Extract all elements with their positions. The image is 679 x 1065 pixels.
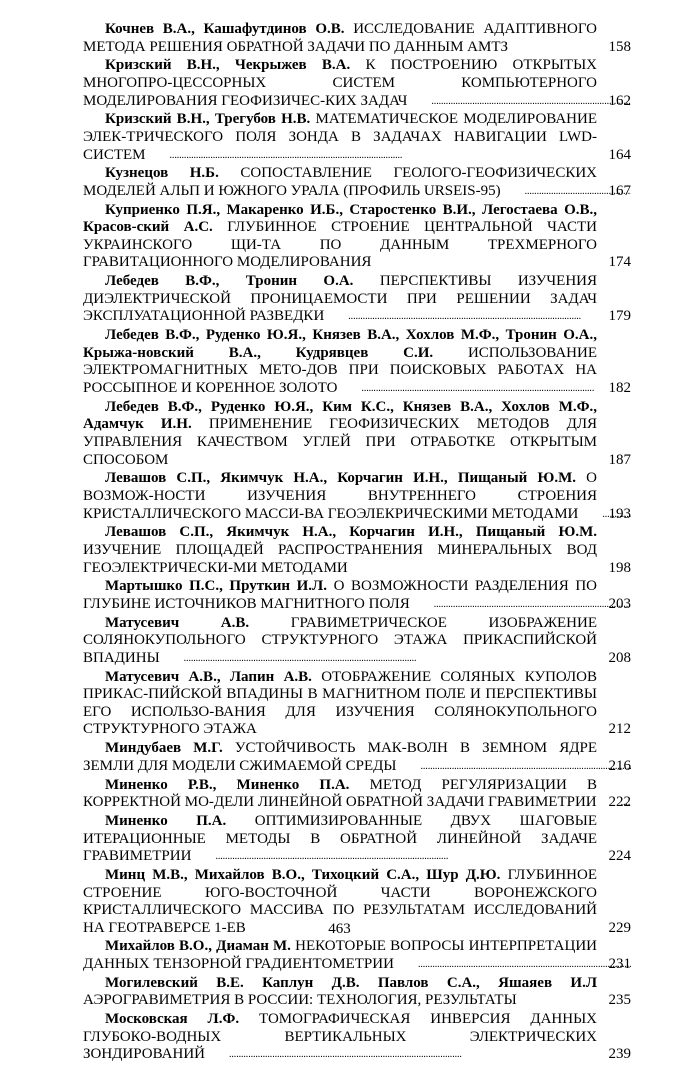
entry-page: 203	[608, 595, 631, 612]
entry-page: 235	[608, 992, 631, 1009]
table-of-contents	[83, 21, 631, 1065]
entry-page: 198	[608, 559, 631, 576]
entry-text	[83, 578, 631, 613]
page-number: 463	[328, 921, 351, 937]
entry-authors: Михайлов В.О., Диаман М.	[105, 938, 291, 955]
entry-title: ПЕРСПЕКТИВЫ ИЗУЧЕНИЯ ДИЭЛЕКТРИЧЕСКОЙ ПРОНИЦАЕМОСТИ ПРИ РЕШЕНИИ ЗАДАЧ ЭКСПЛУАТАЦИОННОЙ РАЗВЕДКИ	[83, 273, 597, 325]
entry-text	[83, 975, 631, 1010]
entry-title: МАТЕМАТИЧЕСКОЕ МОДЕЛИРОВАНИЕ ЭЛЕК-ТРИЧЕСКОГО ПОЛЯ ЗОНДА В ЗАДАЧАХ НАВИГАЦИИ LWD-СИСТЕМ	[83, 111, 597, 163]
entry-authors: Мартышко П.С., Пруткин И.Л.	[105, 578, 327, 595]
entry-title: МЕТОД РЕГУЛЯРИЗАЦИИ В КОРРЕКТНОЙ МО-ДЕЛИ ЛИНЕЙНОЙ ОБРАТНОЙ ЗАДАЧИ ГРАВИМЕТРИИ	[83, 776, 598, 811]
entry-text	[83, 524, 631, 577]
entry-authors: Могилевский В.Е. Каплун Д.В. Павлов С.А., Яшаяев И.Л	[105, 974, 597, 991]
entry-title: ТОМОГРАФИЧЕСКАЯ ИНВЕРСИЯ ДАННЫХ ГЛУБОКО-ВОДНЫХ ВЕРТИКАЛЬНЫХ ЭЛЕКТРИЧЕСКИХ ЗОНДИРОВАНИЙ	[83, 1011, 597, 1063]
entry-authors: Кризский В.Н., Чекрыжев В.А.	[105, 57, 351, 74]
entry-authors: Лебедев В.Ф., Руденко Ю.Я., Ким К.С., Князев В.А., Хохлов М.Ф., Адамчук И.Н.	[83, 398, 597, 433]
entry-page: 212	[608, 721, 631, 738]
entry-page: 167	[608, 182, 631, 199]
toc-entry	[83, 578, 631, 613]
entry-title: НЕКОТОРЫЕ ВОПРОСЫ ИНТЕРПРЕТАЦИИ ДАННЫХ ТЕНЗОРНОЙ ГРАДИЕНТОМЕТРИИ	[83, 938, 597, 973]
entry-title: АЭРОГРАВИМЕТРИЯ В РОССИИ: ТЕХНОЛОГИЯ, РЕЗУЛЬТАТЫ	[83, 992, 517, 1009]
entry-page: 216	[608, 757, 631, 774]
entry-text	[83, 111, 631, 164]
toc-entry	[83, 57, 631, 110]
entry-authors: Матусевич А.В.	[105, 614, 250, 631]
entry-text	[83, 938, 631, 973]
entry-page: 182	[608, 380, 631, 396]
entry-text	[83, 165, 631, 200]
entry-authors: Кузнецов Н.Б.	[105, 165, 219, 182]
entry-text	[83, 273, 631, 326]
entry-title: ГЛУБИННОЕ СТРОЕНИЕ ЦЕНТРАЛЬНОЙ ЧАСТИ УКРАИНСКОГО ЩИ-ТА ПО ДАННЫМ ТРЕХМЕРНОГО ГРАВИТАЦИОННОГО МОДЕЛИРОВАНИЯ	[83, 219, 597, 271]
entry-page: 187	[608, 451, 631, 468]
toc-entry	[83, 327, 631, 397]
entry-text	[83, 399, 631, 469]
entry-authors: Матусевич А.В., Лапин А.В.	[105, 668, 312, 685]
entry-page: 222	[608, 794, 631, 811]
entry-page: 158	[608, 38, 631, 55]
entry-page: 239	[608, 1046, 631, 1063]
entry-title: О ВОЗМОЖ-НОСТИ ИЗУЧЕНИЯ ВНУТРЕННЕГО СТРОЕНИЯ КРИСТАЛЛИЧЕСКОГО МАССИ-ВА ГЕОЭЛЕКРИЧЕСКИМИ МЕТОДАМИ	[83, 470, 597, 522]
entry-text	[83, 21, 631, 56]
entry-page: 179	[608, 308, 631, 325]
entry-text	[83, 615, 631, 668]
toc-entry	[83, 165, 631, 200]
entry-text	[83, 669, 631, 739]
entry-title: ГЛУБИННОЕ СТРОЕНИЕ ЮГО-ВОСТОЧНОЙ ЧАСТИ ВОРОНЕЖСКОГО КРИСТАЛЛИЧЕСКОГО МАССИВА ПО РЕЗУЛЬТАТАМ ИССЛЕДОВАНИЙ НА ГЕОТРАВЕРСЕ 1-ЕВ	[83, 866, 598, 936]
entry-title: УСТОЙЧИВОСТЬ МАК-ВОЛН В ЗЕМНОМ ЯДРЕ ЗЕМЛИ ДЛЯ МОДЕЛИ СЖИМАЕМОЙ СРЕДЫ	[83, 740, 598, 774]
toc-entry	[83, 615, 631, 668]
entry-title: ИСПОЛЬЗОВАНИЕ ЭЛЕКТРОМАГНИТНЫХ МЕТО-ДОВ ПРИ ПОИСКОВЫХ РАБОТАХ НА РОССЫПНОЕ И КОРЕННОЕ ЗОЛОТО	[83, 344, 597, 396]
entry-page: 162	[608, 92, 631, 109]
entry-authors: Московская Л.Ф.	[105, 1011, 240, 1028]
entry-title: СОПОСТАВЛЕНИЕ ГЕОЛОГО-ГЕОФИЗИЧЕСКИХ МОДЕЛЕЙ АЛЬП И ЮЖНОГО УРАЛА (ПРОФИЛЬ URSEIS-95)	[83, 165, 597, 199]
entry-authors: Минц М.В., Михайлов В.О., Тихоцкий С.А., Шур Д.Ю.	[105, 866, 501, 883]
entry-authors: Лебедев В.Ф., Руденко Ю.Я., Князев В.А., Хохлов М.Ф., Тронин О.А., Крыжа-новский В.А., Кудрявцев С.И.	[83, 327, 597, 361]
entry-title: К ПОСТРОЕНИЮ ОТКРЫТЫХ МНОГОПРО-ЦЕССОРНЫХ СИСТЕМ КОМПЬЮТЕРНОГО МОДЕЛИРОВАНИЯ ГЕОФИЗИЧЕС-КИХ ЗАДАЧ	[83, 57, 598, 109]
entry-text	[83, 470, 631, 523]
entry-title: ГРАВИМЕТРИЧЕСКОЕ ИЗОБРАЖЕНИЕ СОЛЯНОКУПОЛЬНОГО СТРУКТУРНОГО ЭТАЖА ПРИКАСПИЙСКОЙ ВПАДИНЫ	[83, 614, 598, 666]
entry-title: ПРИМЕНЕНИЕ ГЕОФИЗИЧЕСКИХ МЕТОДОВ ДЛЯ УПРАВЛЕНИЯ КАЧЕСТВОМ УГЛЕЙ ПРИ ОТРАБОТКЕ ОТКРЫТЫМ СПОСОБОМ	[83, 416, 598, 468]
entry-title: О ВОЗМОЖНОСТИ РАЗДЕЛЕНИЯ ПО ГЛУБИНЕ ИСТОЧНИКОВ МАГНИТНОГО ПОЛЯ	[83, 578, 597, 612]
entry-page: 174	[608, 254, 631, 271]
entry-page: 208	[608, 649, 631, 666]
toc-entry	[83, 202, 631, 272]
entry-text	[83, 740, 631, 775]
toc-entry	[83, 399, 631, 469]
entry-authors: Миненко Р.В., Миненко П.А.	[105, 776, 350, 793]
entry-page: 164	[608, 146, 631, 163]
entry-page: 193	[608, 505, 631, 522]
toc-entry	[83, 813, 631, 866]
toc-entry	[83, 777, 631, 812]
toc-entry	[83, 470, 631, 523]
entry-text	[83, 813, 631, 866]
toc-entry	[83, 273, 631, 326]
entry-page: 231	[608, 956, 631, 973]
entry-text	[83, 57, 631, 110]
entry-page: 224	[608, 848, 631, 865]
toc-entry	[83, 975, 631, 1010]
entry-authors: Лебедев В.Ф., Тронин О.А.	[105, 273, 354, 290]
toc-entry	[83, 21, 631, 56]
entry-title: ИЗУЧЕНИЕ ПЛОЩАДЕЙ РАСПРОСТРАНЕНИЯ МИНЕРАЛЬНЫХ ВОД ГЕОЭЛЕКТРИЧЕСКИ-МИ МЕТОДАМИ	[83, 541, 597, 576]
entry-title: ОТОБРАЖЕНИЕ СОЛЯНЫХ КУПОЛОВ ПРИКАС-ПИЙСКОЙ ВПАДИНЫ В МАГНИТНОМ ПОЛЕ И ПЕРСПЕКТИВЫ ЕГО ИСПОЛЬЗО-ВАНИЯ ДЛЯ ИЗУЧЕНИЯ СОЛЯНОКУПОЛЬНОГО СТРУКТУРНОГО ЭТАЖА	[83, 668, 597, 738]
entry-text	[83, 202, 631, 272]
entry-authors: Куприенко П.Я., Макаренко И.Б., Старостенко В.И., Легостаева О.В., Красов-ский А.С.	[83, 201, 597, 236]
toc-entry	[83, 740, 631, 775]
entry-title: ОПТИМИЗИРОВАННЫЕ ДВУХ ШАГОВЫЕ ИТЕРАЦИОННЫЕ МЕТОДЫ В ОБРАТНОЙ ЛИНЕЙНОЙ ЗАДАЧЕ ГРАВИМЕТРИИ	[83, 812, 598, 865]
entry-authors: Левашов С.П., Якимчук Н.А., Корчагин И.Н., Пищаный Ю.М.	[105, 524, 597, 541]
toc-entry	[83, 938, 631, 973]
entry-text	[83, 327, 631, 397]
entry-text	[83, 777, 631, 812]
entry-authors: Кризский В.Н., Трегубов Н.В.	[105, 111, 311, 128]
entry-authors: Миненко П.А.	[105, 812, 227, 829]
entry-title: ИССЛЕДОВАНИЕ АДАПТИВНОГО МЕТОДА РЕШЕНИЯ ОБРАТНОЙ ЗАДАЧИ ПО ДАННЫМ АМТЗ	[83, 21, 597, 55]
toc-entry	[83, 524, 631, 577]
entry-authors: Левашов С.П., Якимчук Н.А., Корчагин И.Н., Пищаный Ю.М.	[105, 470, 576, 487]
entry-authors: Миндубаев М.Г.	[105, 740, 223, 757]
entry-page: 229	[608, 919, 631, 936]
entry-text	[83, 1011, 631, 1064]
toc-entry	[83, 669, 631, 739]
toc-entry	[83, 1011, 631, 1064]
toc-entry	[83, 111, 631, 164]
entry-authors: Кочнев В.А., Кашафутдинов О.В.	[105, 21, 345, 37]
